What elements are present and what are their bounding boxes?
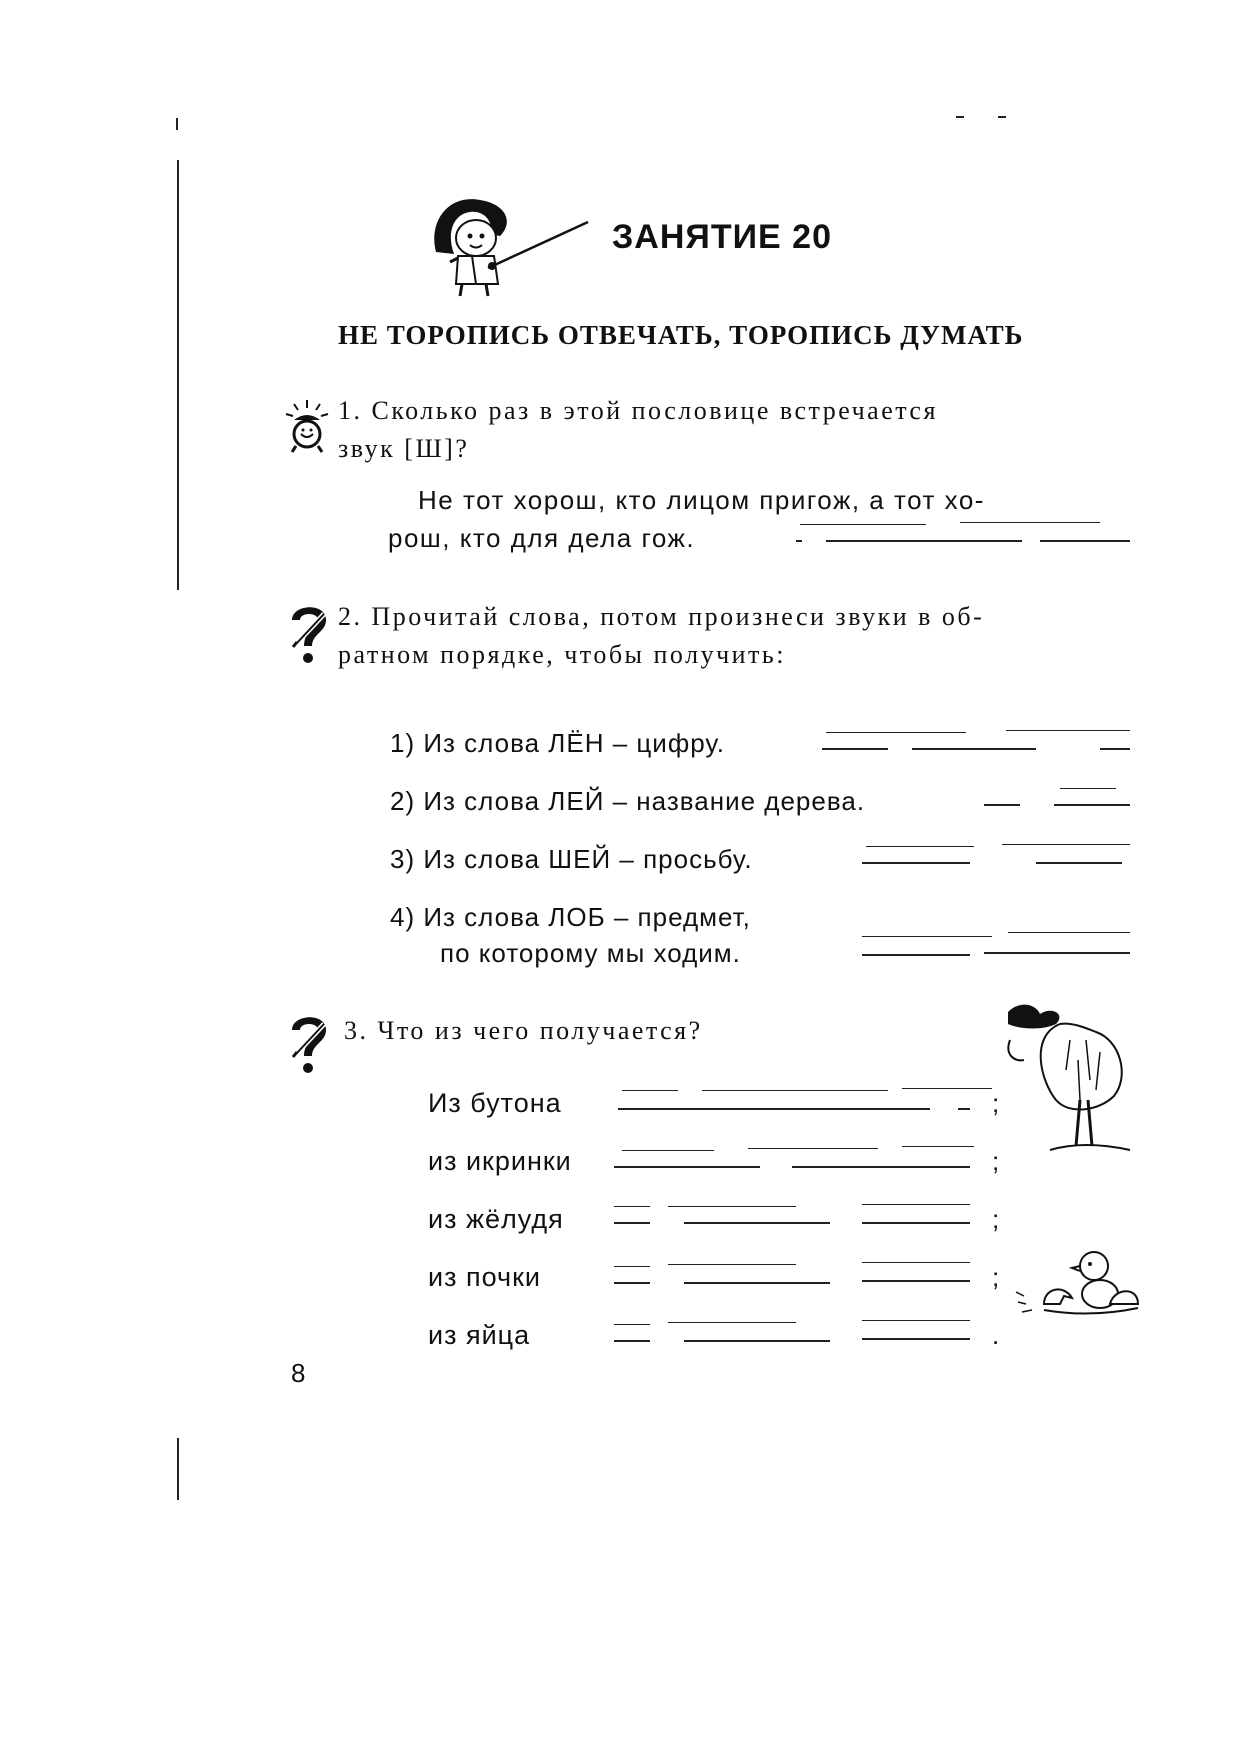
task2-item-1: 1) Из слова ЛЁН – цифру. <box>390 728 725 758</box>
task1-question-line2: звук [Ш]? <box>338 434 470 463</box>
lesson-subtitle: НЕ ТОРОПИСЬ ОТВЕЧАТЬ, ТОРОПИСЬ ДУМАТЬ <box>338 320 1024 350</box>
answer-line <box>614 1340 650 1342</box>
answer-line <box>862 1280 970 1282</box>
answer-line <box>614 1282 650 1284</box>
alarm-clock-icon <box>282 396 332 456</box>
answer-line <box>822 748 888 750</box>
answer-line <box>826 540 1022 542</box>
answer-line <box>684 1222 830 1224</box>
margin-line <box>956 116 964 118</box>
proverb-line2: рош, кто для дела гож. <box>388 523 696 553</box>
task1-question <box>338 392 938 430</box>
answer-line <box>1002 844 1130 845</box>
answer-line <box>614 1206 650 1207</box>
question-pencil-icon <box>284 598 334 668</box>
answer-line <box>862 1338 970 1340</box>
answer-line <box>862 1222 970 1224</box>
answer-line <box>684 1282 830 1284</box>
task2-item-3: 3) Из слова ШЕЙ – просьбу. <box>390 844 753 874</box>
answer-line <box>1100 748 1130 750</box>
wizard-mascot-icon <box>428 192 594 302</box>
answer-line <box>984 804 1020 806</box>
answer-line <box>1060 788 1116 789</box>
answer-line <box>1040 540 1130 542</box>
derive-row-label: из яйца <box>428 1320 531 1350</box>
row-end-punct: . <box>992 1320 1000 1350</box>
answer-line <box>862 862 970 864</box>
derive-row-label: из икринки <box>428 1146 572 1176</box>
answer-line <box>702 1090 888 1091</box>
answer-line <box>622 1150 714 1151</box>
task2-question-line2: ратном порядке, чтобы получить: <box>338 640 786 669</box>
margin-line <box>177 1438 179 1500</box>
answer-line <box>1006 730 1130 731</box>
task3-question <box>344 1012 703 1050</box>
answer-line <box>862 1204 970 1205</box>
answer-line <box>614 1166 760 1168</box>
answer-line <box>668 1322 796 1323</box>
answer-line <box>684 1340 830 1342</box>
answer-line <box>862 936 992 937</box>
page-number: 8 <box>291 1358 306 1388</box>
row-end-punct: ; <box>992 1262 1000 1292</box>
proverb-line1: Не тот хорош, кто лицом пригож, а тот хо- <box>418 485 985 515</box>
answer-line <box>984 952 1130 954</box>
answer-line <box>902 1088 992 1089</box>
task2-question <box>338 598 984 636</box>
answer-line <box>614 1266 650 1267</box>
margin-line <box>998 116 1006 118</box>
answer-line <box>862 954 970 956</box>
answer-line <box>862 1320 970 1321</box>
answer-line <box>1054 804 1130 806</box>
chick-hatching-icon <box>1014 1244 1144 1328</box>
answer-line <box>614 1222 650 1224</box>
derive-row-label: из жёлудя <box>428 1204 564 1234</box>
answer-line <box>902 1146 974 1147</box>
question-pencil-icon <box>284 1008 334 1078</box>
lesson-title: ЗАНЯТИЕ 20 <box>612 218 832 256</box>
margin-line <box>177 160 179 590</box>
tree-illustration-icon <box>1000 1000 1146 1162</box>
task2-number: 2. <box>338 602 363 631</box>
answer-line <box>668 1206 796 1207</box>
answer-line <box>960 522 1100 523</box>
answer-line <box>912 748 1036 750</box>
answer-line <box>668 1264 796 1265</box>
answer-line <box>796 540 802 542</box>
answer-line <box>866 846 974 847</box>
answer-line <box>862 1262 970 1263</box>
answer-line <box>618 1108 930 1110</box>
row-end-punct: ; <box>992 1204 1000 1234</box>
task1-number: 1. <box>338 396 363 425</box>
task2-item-2: 2) Из слова ЛЕЙ – название дерева. <box>390 786 866 816</box>
task3-question-text: Что из чего получается? <box>377 1016 703 1045</box>
answer-line <box>800 524 926 525</box>
answer-line <box>958 1108 970 1110</box>
answer-line <box>792 1166 970 1168</box>
margin-line <box>176 118 178 130</box>
row-end-punct: ; <box>992 1146 1000 1176</box>
answer-line <box>748 1148 878 1149</box>
task2-question-line1: Прочитай слова, потом произнеси звуки в об- <box>371 602 985 631</box>
row-end-punct: ; <box>992 1088 1000 1118</box>
answer-line <box>1008 932 1130 933</box>
answer-line <box>1036 862 1122 864</box>
task2-item-4-line1: 4) Из слова ЛОБ – предмет, <box>390 902 751 932</box>
answer-line <box>614 1324 650 1325</box>
derive-row-label: из почки <box>428 1262 541 1292</box>
derive-row-label: Из бутона <box>428 1088 562 1118</box>
task2-item-4-line2: по которому мы ходим. <box>440 938 741 968</box>
task3-number: 3. <box>344 1016 369 1045</box>
task1-question-line1: Сколько раз в этой пословице встречается <box>371 396 938 425</box>
answer-line <box>622 1090 678 1091</box>
answer-line <box>826 732 966 733</box>
